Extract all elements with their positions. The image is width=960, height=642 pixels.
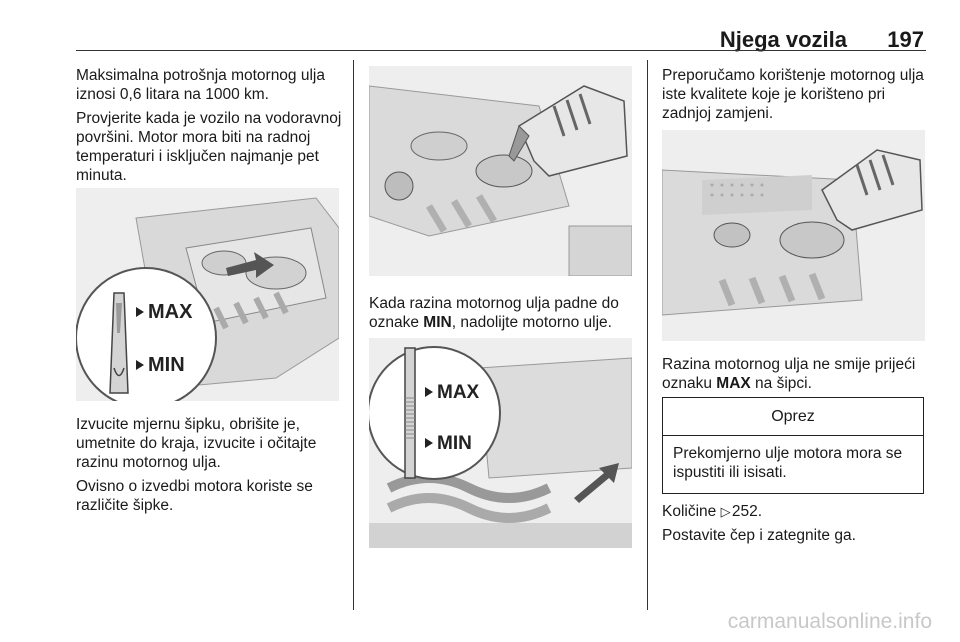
quantities-text-after: . (757, 503, 763, 520)
paragraph-dipstick-procedure: Izvucite mjernu šipku, obrišite je, umetnite do kraja, izvucite i očitajte razinu motornog ulja. (76, 416, 317, 471)
caution-text: Prekomjerno ulje motora mora se ispustiti ili isisati. (673, 445, 903, 481)
column-3-top (662, 66, 928, 128)
figure-oil-pour-2 (662, 130, 925, 341)
column-2-text (369, 294, 639, 337)
column-1-top (76, 66, 346, 190)
quantities-text: Količine (662, 503, 721, 520)
dipstick2-max-label: MAX (437, 382, 480, 403)
figure-oil-pour-1 (369, 66, 632, 276)
paragraph-check-conditions: Provjerite kada je vozilo na vodoravnoj površini. Motor mora biti na radnoj temperaturi i isključen najmanje pet minuta. (76, 110, 342, 184)
paragraph-tighten-cap: Postavite čep i zategnite ga. (662, 527, 856, 544)
caution-title: Oprez (663, 398, 923, 436)
paragraph-quantities (662, 502, 928, 521)
dipstick-max-label: MAX (148, 301, 193, 323)
caution-box (662, 397, 924, 494)
column-3-middle (662, 355, 928, 398)
max-warning-bold: MAX (716, 375, 751, 392)
max-warning-text-before: Razina motornog ulja ne smije prijeći oznaku (662, 356, 916, 392)
paragraph-dipstick-variants: Ovisno o izvedbi motora koriste se različite šipke. (76, 478, 313, 514)
column-3-bottom (662, 502, 928, 550)
figure-dipstick-engine (76, 188, 339, 401)
column-divider-2 (647, 60, 648, 610)
paragraph-oil-consumption: Maksimalna potrošnja motornog ulja iznosi 0,6 litara na 1000 km. (76, 67, 325, 103)
dipstick-min-label: MIN (148, 354, 185, 376)
min-refill-text-after: , nadolijte motorno ulje. (451, 314, 612, 331)
quantities-page-ref[interactable]: 252 (731, 503, 758, 520)
reference-arrow-icon: ▷ (720, 504, 731, 519)
page-header-title: Njega vozila (719, 27, 847, 52)
column-1-bottom (76, 415, 346, 520)
figure-dipstick-engine-2 (369, 338, 632, 548)
min-refill-text-before: Kada razina motornog ulja padne do oznake (369, 295, 619, 331)
column-divider-1 (353, 60, 354, 610)
paragraph-max-warning (662, 355, 928, 393)
paragraph-min-refill (369, 294, 639, 332)
header-rule (76, 50, 926, 51)
max-warning-text-after: na šipci. (750, 375, 812, 392)
paragraph-oil-recommendation: Preporučamo korištenje motornog ulja iste kvalitete koje je korišteno pri zadnjoj zamjeni. (662, 67, 924, 122)
page-number: 197 (887, 27, 924, 52)
watermark: carmanualsonline.info (727, 610, 932, 633)
dipstick2-min-label: MIN (437, 433, 472, 454)
min-refill-bold: MIN (423, 314, 452, 331)
